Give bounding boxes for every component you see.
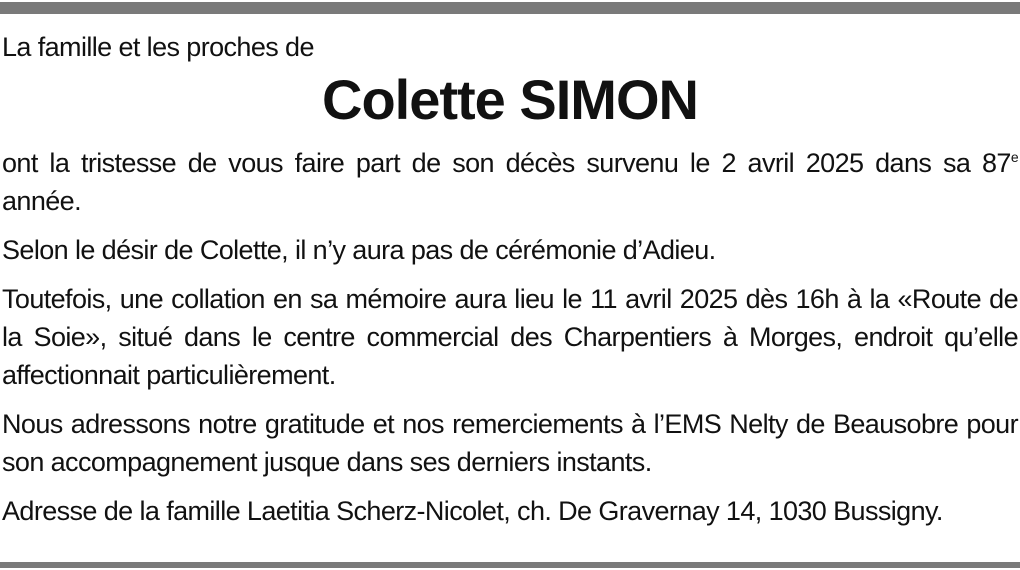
announcement-paragraph — [2, 144, 1018, 220]
deceased-name: Colette SIMON — [322, 68, 698, 131]
ceremony-paragraph: Selon le désir de Colette, il n’y aura pas de cérémonie d’Adieu. — [2, 235, 716, 265]
family-address-paragraph: Adresse de la famille Laetitia Scherz-Nicolet, ch. De Gravernay 14, 1030 Bussigny. — [2, 496, 943, 526]
notice-body — [2, 28, 1018, 530]
collation-paragraph: Toutefois, une collation en sa mémoire aura lieu le 11 avril 2025 dès 16h à la «Route de la Soie», situé dans le centre commercial des Charpentiers à Morges, endroit qu’elle affectionnait particulièrement. — [2, 284, 1018, 390]
announcement-text-end: année. — [2, 186, 81, 216]
intro-line: La famille et les proches de — [2, 32, 314, 62]
ordinal-superscript: e — [1010, 149, 1018, 165]
top-rule — [0, 2, 1020, 14]
bottom-rule — [0, 562, 1020, 568]
announcement-text: ont la tristesse de vous faire part de son décès survenu le 2 avril 2025 dans sa 87 — [2, 148, 1011, 178]
gratitude-paragraph: Nous adressons notre gratitude et nos remerciements à l’EMS Nelty de Beausobre pour son accompagnement jusque dans ses derniers instants. — [2, 409, 1018, 477]
